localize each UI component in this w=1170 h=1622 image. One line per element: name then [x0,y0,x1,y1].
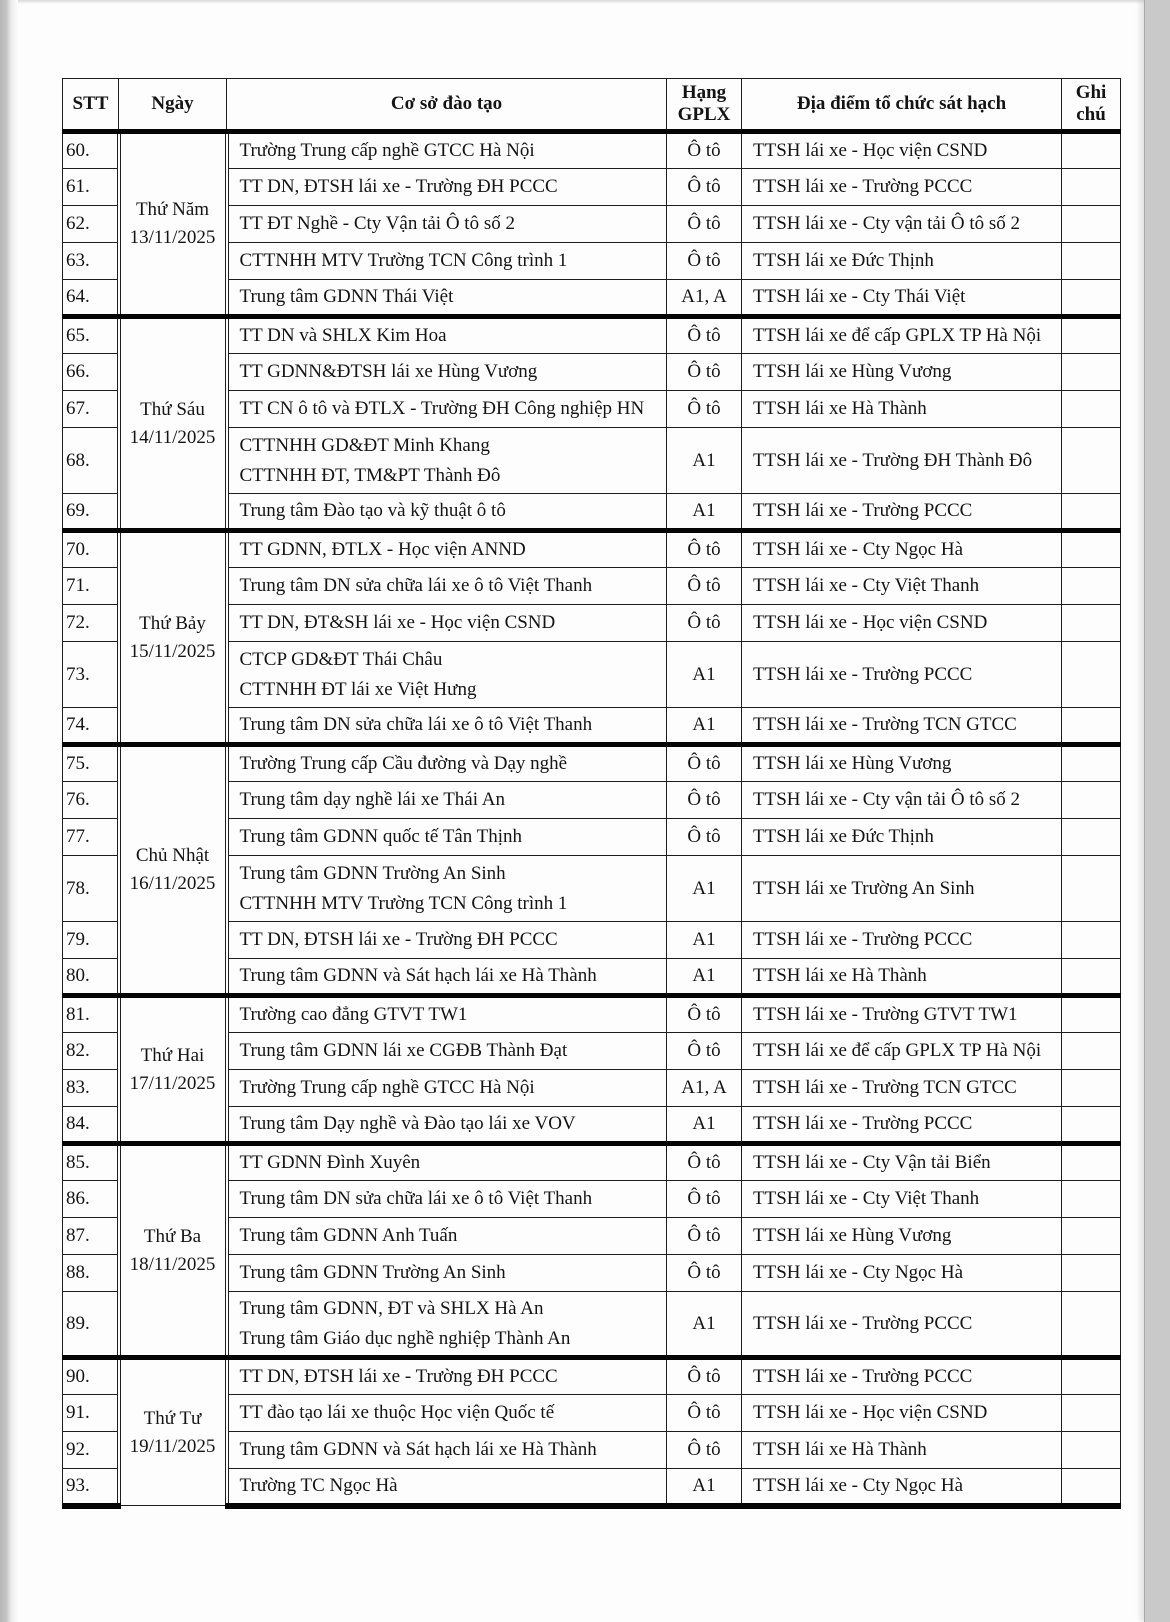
note-cell [1062,169,1121,206]
date-cell [119,1358,227,1506]
facility-name: CTTNHH ĐT lái xe Việt Hưng [239,678,477,700]
facility-cell [227,132,667,169]
note-cell [1062,132,1121,169]
exam-location-cell: TTSH lái xe Hà Thành [742,391,1062,428]
note-cell [1062,1255,1121,1292]
stt-cell: 75. [63,745,119,782]
facility-name: TT GDNN, ĐTLX - Học viện ANND [239,539,526,561]
exam-location-cell: TTSH lái xe - Cty Việt Thanh [742,1181,1062,1218]
stt-cell: 93. [63,1469,119,1506]
schedule-row [63,1358,1121,1395]
exam-location-cell: TTSH lái xe Hùng Vương [742,354,1062,391]
stt-cell: 61. [63,169,119,206]
facility-name: Trung tâm Dạy nghề và Đào tạo lái xe VOV [239,1113,576,1135]
facility-name: CTCP GD&ĐT Thái Châu [239,649,443,671]
license-class-cell: Ô tô [667,391,742,428]
note-cell [1062,1144,1121,1181]
exam-location-cell: TTSH lái xe - Cty Việt Thanh [742,568,1062,605]
license-class-cell: Ô tô [667,531,742,568]
license-class-cell: Ô tô [667,996,742,1033]
note-cell [1062,1181,1121,1218]
facility-cell [227,642,667,708]
facility-cell [227,1033,667,1070]
stt-cell: 87. [63,1218,119,1255]
license-class-cell: A1 [667,1469,742,1506]
license-class-cell: Ô tô [667,1395,742,1432]
exam-location-cell: TTSH lái xe để cấp GPLX TP Hà Nội [742,317,1062,354]
header-notes: Ghi chú [1062,79,1121,132]
facility-name: Trung tâm GDNN lái xe CGĐB Thành Đạt [239,1040,568,1062]
facility-cell [227,922,667,959]
facility-cell [227,996,667,1033]
facility-cell [227,1144,667,1181]
stt-cell: 89. [63,1292,119,1358]
facility-cell [227,243,667,280]
note-cell [1062,391,1121,428]
exam-location-cell: TTSH lái xe - Học viện CSND [742,1395,1062,1432]
facility-name: TT DN, ĐTSH lái xe - Trường ĐH PCCC [239,1366,558,1388]
exam-location-cell: TTSH lái xe Hà Thành [742,1432,1062,1469]
stt-cell: 71. [63,568,119,605]
facility-cell [227,959,667,996]
header-training-facility: Cơ sở đào tạo [227,79,667,132]
license-class-cell: A1 [667,708,742,745]
note-cell [1062,745,1121,782]
facility-name: Trường Trung cấp nghề GTCC Hà Nội [239,140,535,162]
stt-cell: 85. [63,1144,119,1181]
facility-name: CTTNHH GD&ĐT Minh Khang [239,435,490,457]
license-class-cell: A1 [667,1107,742,1144]
facility-cell [227,782,667,819]
stt-cell: 82. [63,1033,119,1070]
facility-cell [227,1181,667,1218]
stt-cell: 69. [63,494,119,531]
exam-location-cell: TTSH lái xe Hùng Vương [742,1218,1062,1255]
day-name: Chủ Nhật [135,845,210,867]
facility-name: CTTNHH MTV Trường TCN Công trình 1 [239,892,568,914]
facility-name: Trung tâm DN sửa chữa lái xe ô tô Việt Thanh [239,1188,593,1210]
stt-cell: 66. [63,354,119,391]
note-cell [1062,494,1121,531]
note-cell [1062,1070,1121,1107]
facility-name: Trung tâm GDNN Trường An Sinh [239,863,506,885]
exam-location-cell: TTSH lái xe - Cty Ngọc Hà [742,1469,1062,1506]
license-class-cell: Ô tô [667,243,742,280]
facility-cell [227,708,667,745]
facility-name: TT đào tạo lái xe thuộc Học viện Quốc tế [239,1402,555,1424]
note-cell [1062,243,1121,280]
schedule-row [63,745,1121,782]
exam-location-cell: TTSH lái xe - Trường PCCC [742,169,1062,206]
date-cell [119,132,227,317]
stt-cell: 70. [63,531,119,568]
exam-location-cell: TTSH lái xe Trường An Sinh [742,856,1062,922]
facility-name: Trung tâm DN sửa chữa lái xe ô tô Việt Thanh [239,714,593,736]
license-class-cell: Ô tô [667,1218,742,1255]
stt-cell: 80. [63,959,119,996]
stt-cell: 60. [63,132,119,169]
facility-cell [227,1432,667,1469]
note-cell [1062,280,1121,317]
facility-cell [227,1218,667,1255]
day-name: Thứ Hai [140,1044,205,1066]
facility-name: Trung tâm GDNN Anh Tuấn [239,1225,458,1247]
stt-cell: 86. [63,1181,119,1218]
exam-location-cell: TTSH lái xe - Học viện CSND [742,132,1062,169]
schedule-row [63,531,1121,568]
facility-cell [227,317,667,354]
day-name: Thứ Ba [143,1225,202,1247]
facility-cell [227,354,667,391]
facility-name: Trung tâm GDNN và Sát hạch lái xe Hà Thành [239,965,597,987]
facility-cell [227,169,667,206]
date-cell [119,531,227,745]
schedule-row [63,1144,1121,1181]
exam-location-cell: TTSH lái xe - Trường PCCC [742,494,1062,531]
facility-cell [227,1107,667,1144]
exam-location-cell: TTSH lái xe - Trường PCCC [742,642,1062,708]
facility-cell [227,745,667,782]
exam-location-cell: TTSH lái xe Hà Thành [742,959,1062,996]
day-date: 16/11/2025 [129,873,216,894]
note-cell [1062,856,1121,922]
facility-cell [227,1358,667,1395]
license-class-cell: Ô tô [667,169,742,206]
exam-location-cell: TTSH lái xe - Cty Ngọc Hà [742,1255,1062,1292]
stt-cell: 77. [63,819,119,856]
facility-name: TT DN, ĐTSH lái xe - Trường ĐH PCCC [239,176,558,198]
facility-name: TT DN, ĐT&SH lái xe - Học viện CSND [239,612,556,634]
stt-cell: 78. [63,856,119,922]
license-class-cell: Ô tô [667,354,742,391]
stt-cell: 84. [63,1107,119,1144]
date-cell [119,317,227,531]
license-class-cell: Ô tô [667,1255,742,1292]
exam-location-cell: TTSH lái xe - Trường GTVT TW1 [742,996,1062,1033]
facility-cell [227,856,667,922]
date-cell [119,996,227,1144]
stt-cell: 67. [63,391,119,428]
day-date: 19/11/2025 [129,1435,216,1457]
license-class-cell: A1 [667,1292,742,1358]
facility-name: TT GDNN Đình Xuyên [239,1152,421,1174]
facility-name: Trung tâm GDNN Thái Việt [239,286,454,308]
facility-name: CTTNHH ĐT, TM&PT Thành Đô [239,464,501,486]
date-cell [119,1144,227,1358]
exam-location-cell: TTSH lái xe - Trường PCCC [742,1358,1062,1395]
day-name: Thứ Tư [143,1407,202,1429]
license-class-cell: A1 [667,856,742,922]
day-date: 15/11/2025 [129,640,216,662]
stt-cell: 65. [63,317,119,354]
note-cell [1062,206,1121,243]
facility-cell [227,819,667,856]
facility-name: Trung tâm GDNN Trường An Sinh [239,1262,506,1284]
note-cell [1062,1432,1121,1469]
stt-cell: 91. [63,1395,119,1432]
facility-cell [227,428,667,494]
license-class-cell: Ô tô [667,1033,742,1070]
license-class-cell: Ô tô [667,568,742,605]
facility-name: Trung tâm GDNN quốc tế Tân Thịnh [239,826,523,848]
note-cell [1062,996,1121,1033]
license-class-cell: Ô tô [667,1358,742,1395]
facility-name: Trung tâm DN sửa chữa lái xe ô tô Việt Thanh [239,575,593,597]
day-date: 14/11/2025 [129,426,216,448]
note-cell [1062,1292,1121,1358]
schedule-row [63,132,1121,169]
day-date: 18/11/2025 [129,1253,216,1275]
license-class-cell: A1 [667,494,742,531]
stt-cell: 68. [63,428,119,494]
day-date: 17/11/2025 [129,1072,216,1094]
exam-location-cell: TTSH lái xe - Cty Thái Việt [742,280,1062,317]
facility-name: Trung tâm dạy nghề lái xe Thái An [239,789,505,811]
facility-cell [227,1255,667,1292]
facility-cell [227,531,667,568]
facility-name: CTTNHH MTV Trường TCN Công trình 1 [239,250,568,272]
exam-location-cell: TTSH lái xe Đức Thịnh [742,819,1062,856]
note-cell [1062,1107,1121,1144]
day-name: Thứ Bảy [139,612,206,634]
exam-location-cell: TTSH lái xe - Cty Ngọc Hà [742,531,1062,568]
facility-cell [227,1395,667,1432]
stt-cell: 90. [63,1358,119,1395]
exam-location-cell: TTSH lái xe - Cty vận tải Ô tô số 2 [742,206,1062,243]
stt-cell: 73. [63,642,119,708]
note-cell [1062,1469,1121,1506]
stt-cell: 81. [63,996,119,1033]
note-cell [1062,819,1121,856]
facility-name: TT DN, ĐTSH lái xe - Trường ĐH PCCC [239,929,558,951]
license-class-cell: A1, A [667,1070,742,1107]
facility-name: Trường cao đẳng GTVT TW1 [239,1004,468,1026]
note-cell [1062,605,1121,642]
header-license-class: Hạng GPLX [667,79,742,132]
date-cell [119,745,227,996]
license-class-cell: A1, A [667,280,742,317]
page-edge-left [0,0,18,1622]
stt-cell: 72. [63,605,119,642]
exam-location-cell: TTSH lái xe - Trường ĐH Thành Đô [742,428,1062,494]
day-name: Thứ Sáu [140,398,205,420]
license-class-cell: Ô tô [667,819,742,856]
table-header-row [63,79,1121,132]
license-class-cell: A1 [667,959,742,996]
exam-location-cell: TTSH lái xe - Cty Vận tải Biển [742,1144,1062,1181]
license-class-cell: A1 [667,922,742,959]
license-class-cell: Ô tô [667,782,742,819]
facility-name: Trường Trung cấp Cầu đường và Dạy nghề [239,753,568,775]
note-cell [1062,1218,1121,1255]
facility-name: Trung tâm GDNN, ĐT và SHLX Hà An [239,1298,544,1320]
facility-cell [227,568,667,605]
note-cell [1062,782,1121,819]
stt-cell: 92. [63,1432,119,1469]
note-cell [1062,317,1121,354]
stt-cell: 76. [63,782,119,819]
facility-name: Trung tâm GDNN và Sát hạch lái xe Hà Thành [239,1439,597,1461]
license-class-cell: Ô tô [667,206,742,243]
license-class-cell: Ô tô [667,1432,742,1469]
license-class-cell: Ô tô [667,132,742,169]
note-cell [1062,531,1121,568]
facility-cell [227,1469,667,1506]
note-cell [1062,959,1121,996]
stt-cell: 88. [63,1255,119,1292]
exam-location-cell: TTSH lái xe - Trường PCCC [742,1292,1062,1358]
facility-cell [227,1292,667,1358]
note-cell [1062,354,1121,391]
facility-cell [227,206,667,243]
exam-schedule-table [62,78,1121,1509]
facility-name: Trung tâm Giáo dục nghề nghiệp Thành An [239,1327,571,1349]
facility-name: Trung tâm Đào tạo và kỹ thuật ô tô [239,500,506,522]
facility-name: TT DN và SHLX Kim Hoa [239,325,447,347]
stt-cell: 79. [63,922,119,959]
license-class-cell: Ô tô [667,745,742,782]
exam-location-cell: TTSH lái xe - Cty vận tải Ô tô số 2 [742,782,1062,819]
note-cell [1062,568,1121,605]
note-cell [1062,1033,1121,1070]
header-date: Ngày [119,79,227,132]
note-cell [1062,428,1121,494]
facility-name: TT GDNN&ĐTSH lái xe Hùng Vương [239,361,538,383]
day-name: Thứ Năm [135,199,210,221]
exam-location-cell: TTSH lái xe - Trường PCCC [742,922,1062,959]
header-exam-location: Địa điểm tổ chức sát hạch [742,79,1062,132]
page-edge-top [0,0,1170,4]
note-cell [1062,1395,1121,1432]
stt-cell: 63. [63,243,119,280]
stt-cell: 74. [63,708,119,745]
note-cell [1062,642,1121,708]
exam-location-cell: TTSH lái xe Hùng Vương [742,745,1062,782]
note-cell [1062,708,1121,745]
facility-name: Trường TC Ngọc Hà [239,1475,398,1497]
page-edge-right-scrollbar-gutter [1144,0,1170,1622]
facility-cell [227,605,667,642]
facility-name: TT ĐT Nghề - Cty Vận tải Ô tô số 2 [239,213,515,235]
facility-cell [227,280,667,317]
stt-cell: 83. [63,1070,119,1107]
schedule-row [63,996,1121,1033]
header-stt: STT [63,79,119,132]
exam-location-cell: TTSH lái xe - Trường TCN GTCC [742,1070,1062,1107]
day-date: 13/11/2025 [129,227,216,248]
license-class-cell: Ô tô [667,1181,742,1218]
license-class-cell: A1 [667,642,742,708]
facility-name: Trường Trung cấp nghề GTCC Hà Nội [239,1077,535,1099]
schedule-row [63,317,1121,354]
stt-cell: 62. [63,206,119,243]
exam-location-cell: TTSH lái xe - Trường TCN GTCC [742,708,1062,745]
facility-cell [227,391,667,428]
exam-location-cell: TTSH lái xe - Trường PCCC [742,1107,1062,1144]
license-class-cell: A1 [667,428,742,494]
facility-name: TT CN ô tô và ĐTLX - Trường ĐH Công nghiệp HN [239,398,645,420]
note-cell [1062,1358,1121,1395]
exam-location-cell: TTSH lái xe để cấp GPLX TP Hà Nội [742,1033,1062,1070]
license-class-cell: Ô tô [667,605,742,642]
exam-location-cell: TTSH lái xe - Học viện CSND [742,605,1062,642]
license-class-cell: Ô tô [667,1144,742,1181]
facility-cell [227,1070,667,1107]
exam-location-cell: TTSH lái xe Đức Thịnh [742,243,1062,280]
stt-cell: 64. [63,280,119,317]
facility-cell [227,494,667,531]
note-cell [1062,922,1121,959]
license-class-cell: Ô tô [667,317,742,354]
